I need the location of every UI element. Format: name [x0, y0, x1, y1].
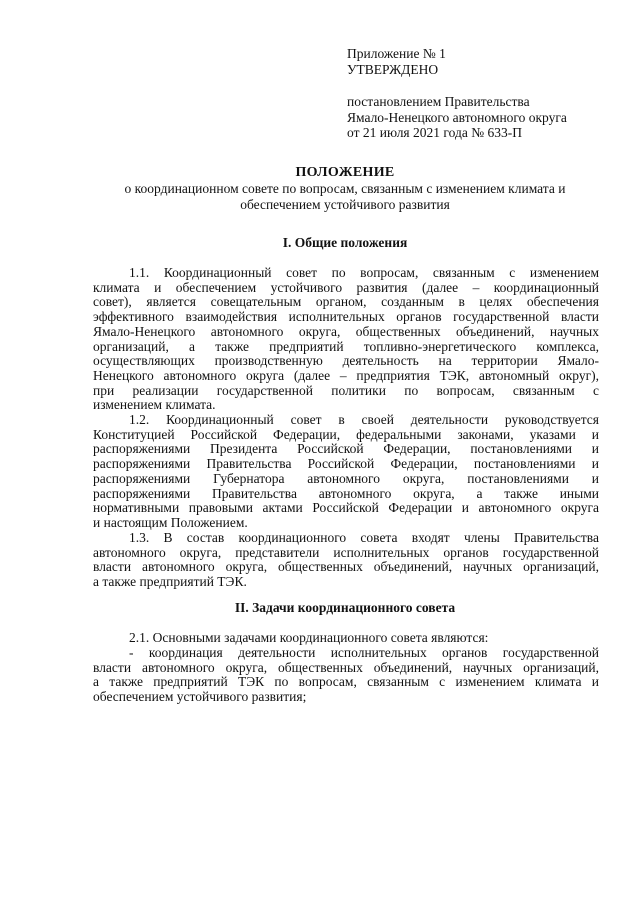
text-line: распоряжениями Губернатора автономного округа, постановлениями и [93, 471, 599, 486]
document-subtitle [90, 181, 600, 212]
document-title: ПОЛОЖЕНИЕ [295, 165, 395, 180]
text-line: распоряжениями Президента Российской Федерации, постановлениями и [93, 442, 599, 457]
decree-line-2: Ямало-Ненецкого автономного округа [347, 109, 567, 125]
paragraph-2-1-item [93, 646, 599, 705]
text-line: 2.1. Основными задачами координационного совета являются: [129, 631, 489, 645]
text-line: власти автономного округа, общественных объединений, научных организаций, [93, 660, 599, 675]
decree-line-1: постановлением Правительства [347, 94, 530, 109]
paragraph-2-1 [93, 631, 599, 646]
text-line: климата и обеспечением устойчивого развития (далее – координационный [93, 280, 599, 295]
section-1-heading: I. Общие положения [282, 235, 408, 250]
text-line: 1.1. Координационный совет по вопросам, связанным с изменением [129, 266, 599, 280]
paragraph-1-1 [93, 266, 599, 413]
text-line: а также предприятий ТЭК по вопросам, связанным с изменением климата и [93, 675, 599, 690]
text-line: эффективного взаимодействия исполнительных органов государственной власти [93, 310, 599, 325]
text-line: совет), является совещательным органом, созданным в целях обеспечения [93, 295, 599, 310]
text-line: автономного округа, представители исполнительных органов государственной [93, 545, 599, 560]
text-line: обеспечением устойчивого развития; [93, 690, 307, 705]
text-line: а также предприятий ТЭК. [93, 575, 247, 590]
paragraph-1-3 [93, 531, 599, 590]
section-2-heading: II. Задачи координационного совета [234, 600, 456, 615]
text-line: Конституцией Российской Федерации, федеральными законами, указами и [93, 427, 599, 442]
text-line: и настоящим Положением. [93, 515, 248, 530]
text-line: нормативными правовыми актами Российской Федерации и автономного округа [93, 501, 599, 516]
text-line: распоряжениями Правительства Российской Федерации, постановлениями и [93, 457, 599, 472]
text-line: Ямало-Ненецкого автономного округа, общественных объединений, научных [93, 324, 599, 339]
text-line: организаций, а также предприятий топливно-энергетического комплекса, [93, 339, 599, 354]
text-line: распоряжениями Правительства автономного округа, а также иными [93, 486, 599, 501]
document-title-block [90, 164, 600, 212]
decree-line-3: от 21 июля 2021 года № 633-П [347, 125, 522, 140]
text-line: Ненецкого автономного округа (далее – предприятия ТЭК, автономный округ), [93, 368, 599, 383]
subtitle-line-1: о координационном совете по вопросам, связанным с изменением климата и [124, 181, 566, 196]
appendix-number: Приложение № 1 [347, 46, 446, 61]
text-line: осуществляющих производственную деятельность на территории Ямало- [93, 354, 599, 369]
subtitle-line-2: обеспечением устойчивого развития [240, 196, 450, 212]
paragraph-1-2 [93, 413, 599, 531]
text-line: 1.3. В состав координационного совета входят члены Правительства [129, 531, 599, 545]
text-line: изменением климата. [93, 398, 216, 413]
approval-gap [347, 77, 607, 94]
text-line: - координация деятельности исполнительных органов государственной [129, 646, 599, 660]
approval-stamp [347, 46, 607, 141]
text-line: 1.2. Координационный совет в своей деятельности руководствуется [129, 413, 599, 427]
approved-label: УТВЕРЖДЕНО [347, 61, 439, 77]
text-line: при реализации государственной политики по вопросам, связанным с [93, 383, 599, 398]
text-line: власти автономного округа, общественных объединений, научных организаций, [93, 560, 599, 575]
